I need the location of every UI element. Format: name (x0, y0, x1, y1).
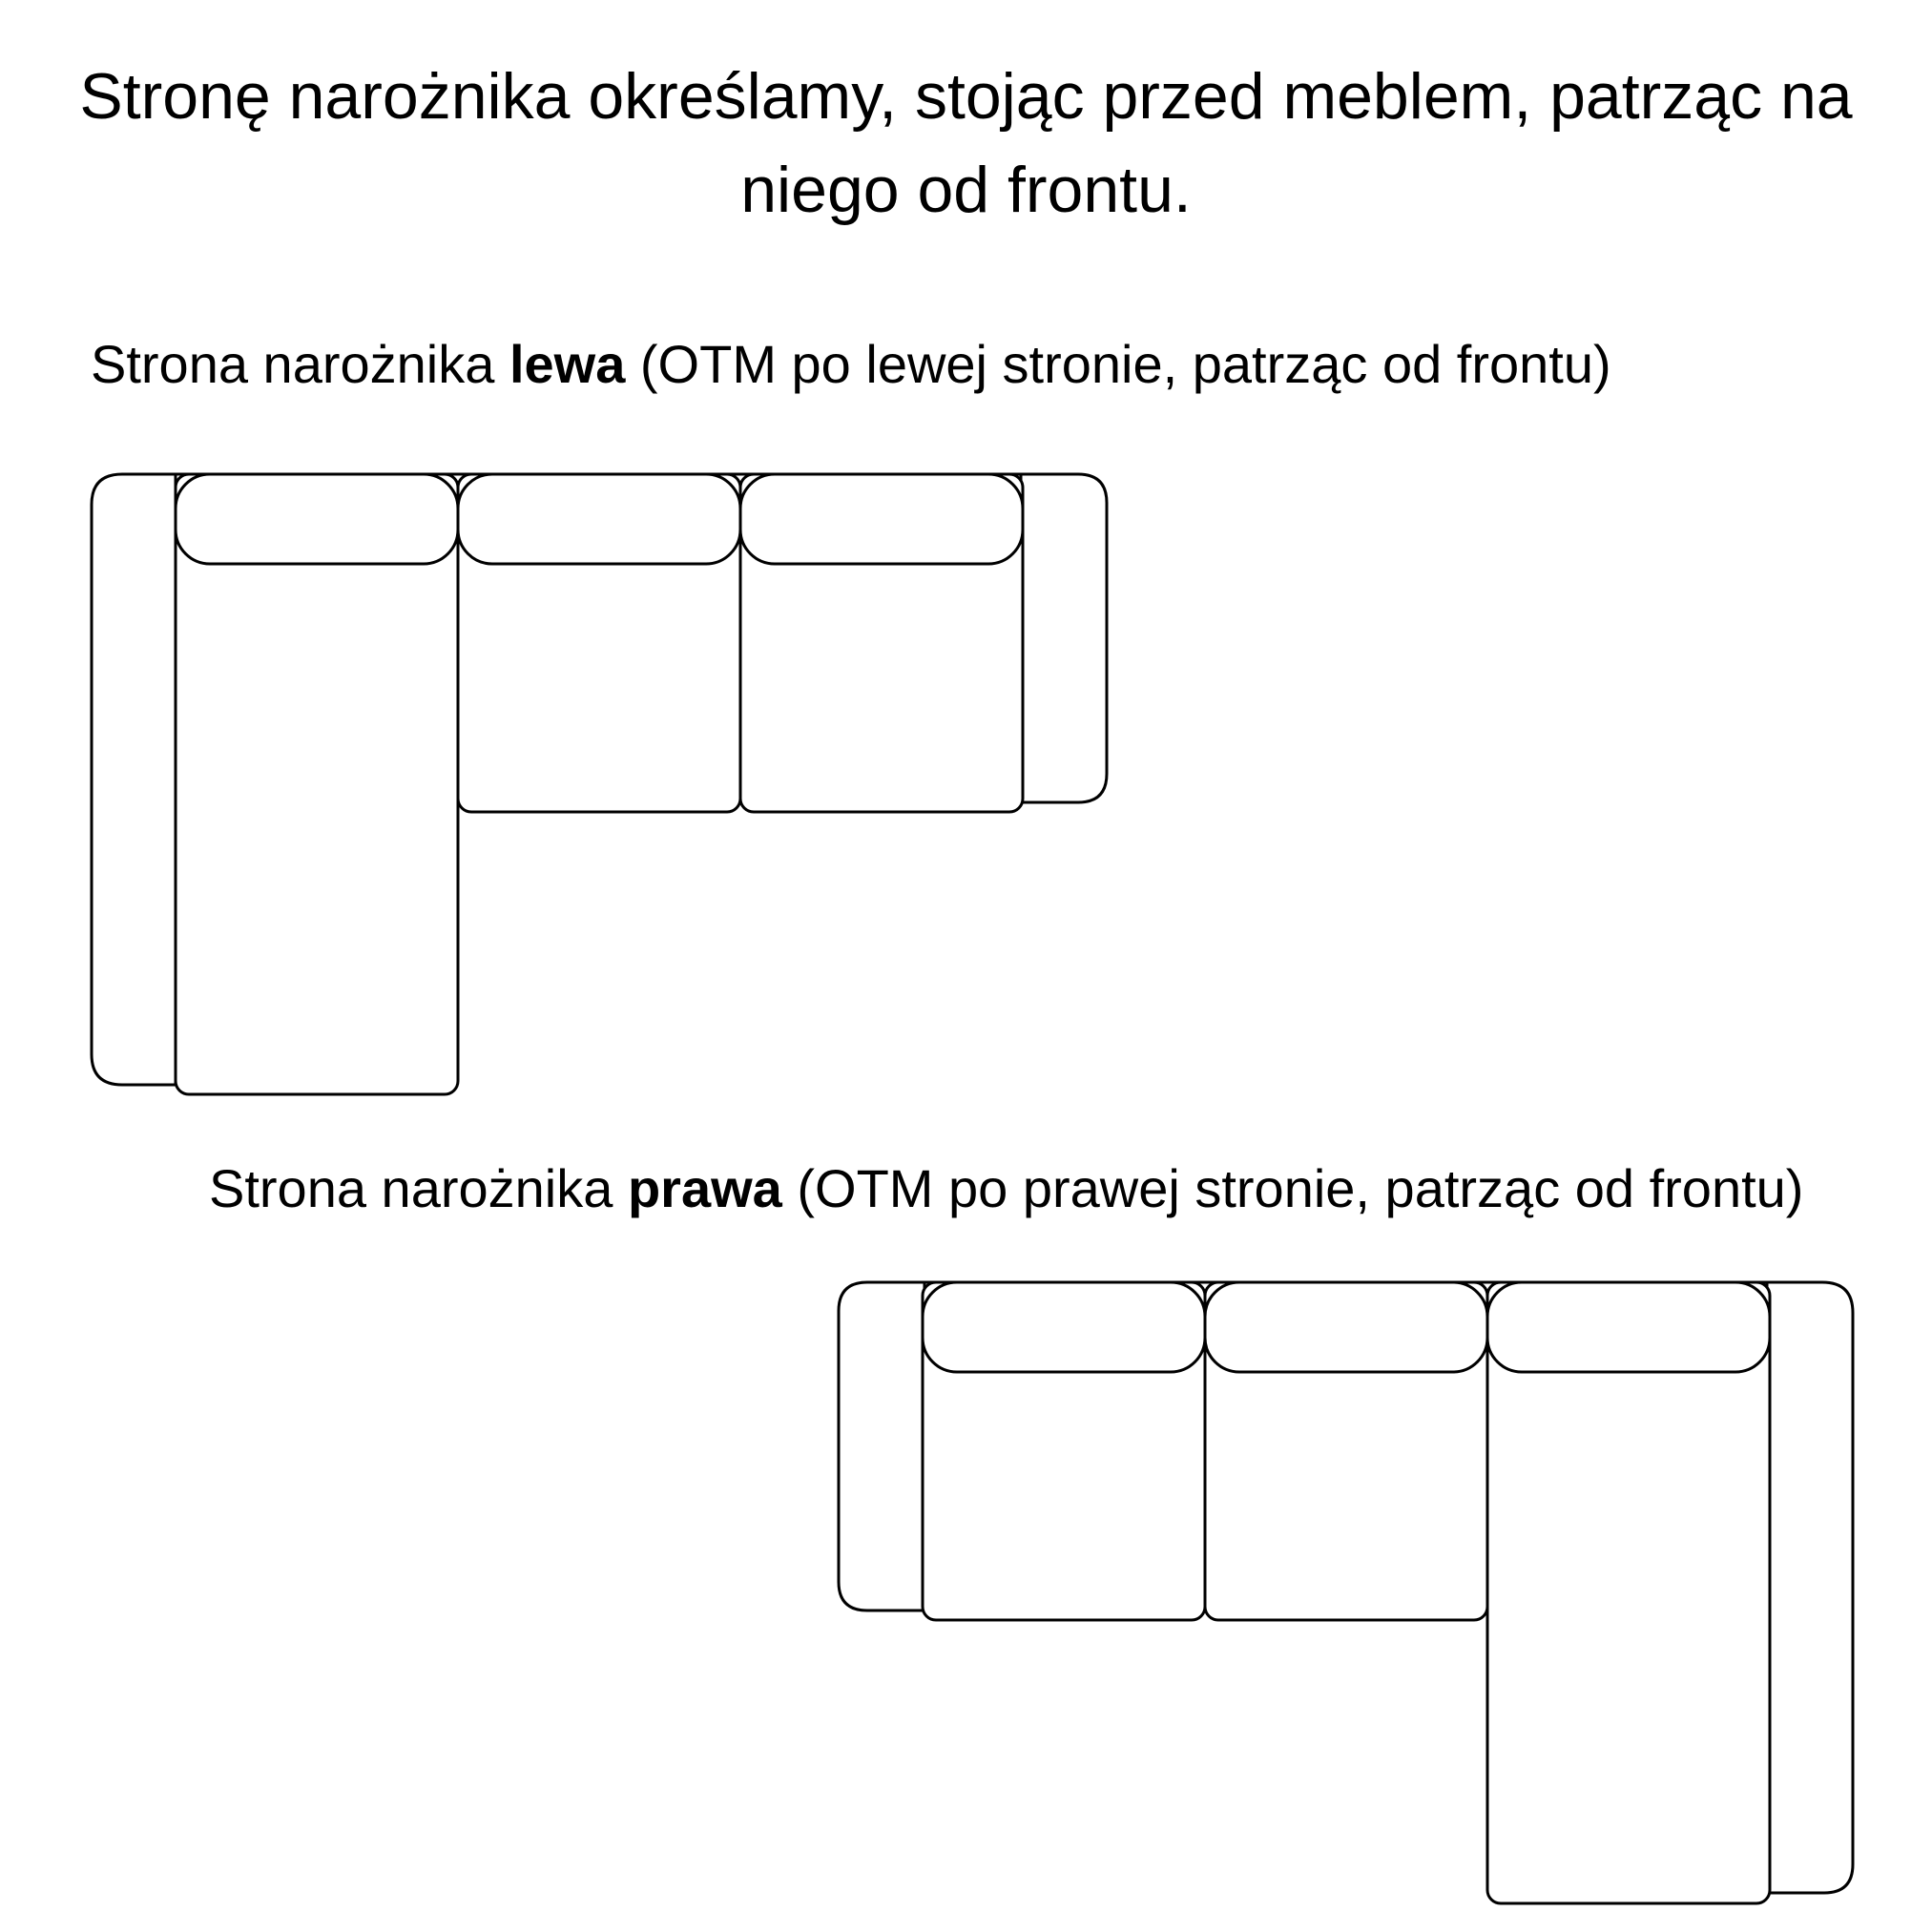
right-caption-prefix: Strona narożnika (209, 1158, 613, 1218)
right-sofa-chaise-seat (1487, 1282, 1770, 1903)
left-sofa-backrest-2 (458, 474, 740, 564)
left-caption-prefix: Strona narożnika (91, 334, 495, 394)
left-sofa-backrest-1 (176, 474, 458, 564)
right-caption-suffix: (OTM po prawej stronie, patrząc od frontu) (797, 1158, 1804, 1218)
left-corner-sofa (92, 474, 1107, 1094)
right-sofa-backrest-2 (1205, 1282, 1487, 1372)
right-sofa-left-arm (839, 1282, 924, 1610)
page-title: Stronę narożnika określamy, stojąc przed meblem, patrząc na niego od frontu. (79, 60, 1853, 226)
left-sofa-chaise-seat (176, 474, 458, 1094)
left-caption-suffix: (OTM po lewej stronie, patrząc od frontu) (639, 334, 1611, 394)
right-sofa-backrest-3 (1487, 1282, 1770, 1372)
right-corner-sofa (839, 1282, 1853, 1903)
right-caption-bold: prawa (627, 1158, 782, 1218)
left-sofa-left-arm (92, 474, 176, 1085)
right-sofa-backrest-1 (923, 1282, 1205, 1372)
left-caption-bold: lewa (509, 334, 626, 394)
left-sofa-backrest-3 (740, 474, 1023, 564)
